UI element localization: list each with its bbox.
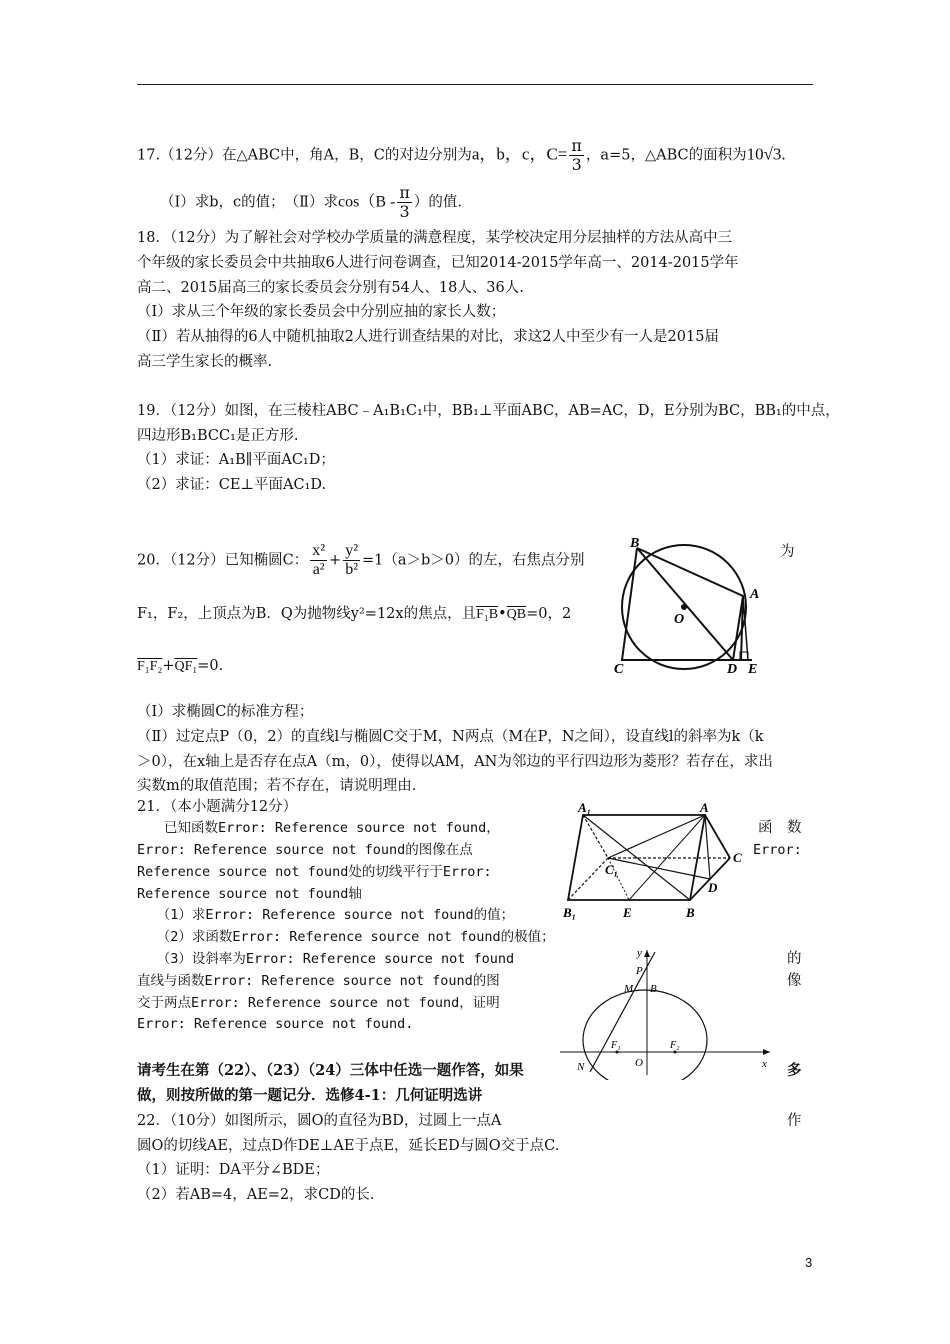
q21-line6: （1）求Error: Reference source not found的值； — [150, 907, 515, 923]
q19-line3: （1）求证：A₁B∥平面AC₁D； — [137, 452, 335, 468]
q21-line1: 21．（本小题满分12分） — [137, 799, 298, 815]
edge-ac — [705, 815, 730, 858]
label-b: B — [686, 905, 695, 920]
q21-line3: Error: Reference source not found的图像在点 — [137, 842, 473, 858]
label-b: B — [650, 983, 657, 995]
q22-line2: 圆O的切线AE，过点D作DE⊥AE于点E，延长ED与圆O交于点C. — [137, 1138, 560, 1154]
q18-line4: （Ⅰ）求从三个年级的家长委员会中分别应抽的家长人数； — [137, 304, 506, 320]
q21-line8: （3）设斜率为Error: Reference source not found — [150, 951, 515, 967]
q21-line8-right: 的 — [787, 951, 802, 967]
label-c: C — [614, 662, 624, 675]
q20-line4: （Ⅰ）求椭圆C的标准方程； — [137, 704, 314, 720]
q20-line1: 20．（12分）已知椭圆C： $\frac{\text{x²}}{\text{a²}}$ + $\frac{\text{y²}}{\text{b²}}$ =1（a＞b＞0）的左，右焦点分别 — [137, 542, 585, 578]
label-c1: C₁ — [605, 862, 619, 877]
q21-line10: 交于两点Error: Reference source not found，证明 — [137, 995, 500, 1011]
y-axis-arrow — [644, 950, 650, 957]
label-e: E — [748, 662, 758, 675]
q21-line2: 已知函数Error: Reference source not found， — [137, 820, 500, 836]
q18-line1: 18．（12分）为了解社会对学校办学质量的满意程度，某学校决定用分层抽样的方法从高中三 — [137, 230, 733, 246]
circle-figure — [612, 535, 772, 675]
q22-line4: （2）若AB=4，AE=2，求CD的长. — [137, 1187, 375, 1203]
q18-line2: 个年级的家长委员会中共抽取6人进行问卷调查，已知2014-2015学年高一、2014-2015学年 — [137, 255, 739, 271]
pi-over-3-frac-2: $\frac{\pi}{3}$ — [399, 183, 410, 221]
q21-line9: 直线与函数Error: Reference source not found的图 — [137, 973, 500, 989]
pi-over-3-frac: $\frac{\pi}{3}$ — [571, 136, 582, 174]
q20-line7: 实数m的取值范围；若不存在，请说明理由. — [137, 778, 417, 794]
label-o: O — [674, 612, 685, 627]
label-a1: A₁ — [578, 800, 592, 815]
choose-line1: 请考生在第（22）、（23）（24）三体中任选一题作答，如果 — [137, 1062, 524, 1079]
x-axis-arrow — [763, 1049, 770, 1055]
q21-line7: （2）求函数Error: Reference source not found的极值； — [150, 929, 555, 945]
label-x: x — [762, 1058, 767, 1070]
header-rule — [137, 84, 813, 85]
q20-line2: F₁，F₂，上顶点为B．Q为抛物线y²=12x的焦点，且$F_1B•\overline{QB}=0$，2 — [137, 606, 572, 622]
q22-line1: 22．（10分）如图所示，圆O的直径为BD，过圆上一点A — [137, 1113, 502, 1129]
label-n: N — [577, 1061, 585, 1073]
prism-figure — [560, 800, 750, 925]
label-b: B — [630, 536, 640, 551]
ellipse-figure — [555, 940, 780, 1080]
label-a: A — [700, 800, 709, 815]
q21-line9-right: 像 — [787, 973, 802, 989]
q21-line3-right: Error: — [753, 842, 802, 858]
q17-line1: 17.（12分）在△ABC中，角A，B，C的对边分别为a，b，c，C= $\frac{\pi}{3}$ ，a=5，△ABC的面积为10√3. — [137, 136, 786, 174]
q20-wei: 为 — [780, 544, 795, 560]
label-f2: F₂ — [670, 1040, 680, 1051]
label-o: O — [635, 1057, 643, 1069]
q21-line11: Error: Reference source not found. — [137, 1016, 414, 1032]
page-number: 3 — [805, 1255, 813, 1270]
label-d: D — [708, 880, 718, 895]
line-l — [590, 952, 655, 1072]
ellipse-c — [583, 990, 707, 1080]
x2-over-a2: $\frac{\text{x²}}{\text{a²}}$ — [312, 542, 326, 578]
label-b1: B₁ — [563, 905, 577, 920]
q21-line4: Reference source not found处的切线平行于Error: — [137, 864, 492, 880]
q22-line3: （1）证明：DA平分∠BDE； — [137, 1162, 330, 1178]
q20-line5: （Ⅱ）过定点P（0，2）的直线l与椭圆C交于M，N两点（M在P，N之间），设直线l的斜率为k（k — [137, 729, 764, 745]
quad-bacd — [622, 548, 743, 660]
edge-a1c1 — [583, 815, 608, 858]
choose-line2: 做，则按所做的第一题记分．选修4-1：几何证明选讲 — [137, 1087, 483, 1104]
label-y: y — [637, 947, 642, 959]
q18-line5: （Ⅱ）若从抽得的6人中随机抽取2人进行训查结果的对比，求这2人中至少有一人是2015届 — [137, 329, 719, 345]
q21-line2-right: 函 数 — [758, 820, 802, 836]
segment-c1a — [608, 815, 705, 858]
diameter-bd — [637, 548, 733, 660]
y2-over-b2: $\frac{\text{y²}}{\text{b²}}$ — [345, 542, 358, 578]
label-f1: F₁ — [611, 1040, 621, 1051]
q19-line2: 四边形B₁BCC₁是正方形. — [137, 428, 299, 444]
q20-line6: ＞0），在x轴上是否存在点A（m，0），使得以AM，AN为邻边的平行四边形为菱形？若存在，求出 — [137, 754, 773, 770]
q21-line5: Reference source not found轴 — [137, 886, 362, 902]
label-c: C — [733, 850, 742, 865]
q17-line2: （Ⅰ）求b，c的值； （Ⅱ）求cos（B - $\frac{\pi}{3}$ ）的值. — [160, 183, 462, 221]
label-a: A — [750, 587, 760, 602]
label-p: P — [636, 965, 643, 977]
center-point — [681, 604, 687, 610]
choose-line1-right: 多 — [787, 1062, 802, 1079]
label-d: D — [727, 662, 738, 675]
label-e: E — [623, 905, 632, 920]
q18-line6: 高三学生家长的概率. — [137, 354, 273, 370]
q19-line1: 19．（12分）如图，在三棱柱ABC﹣A₁B₁C₁中，BB₁⊥平面ABC，AB=AC，D，E分别为BC，BB₁的中点， — [137, 403, 840, 419]
q19-line4: （2）求证：CE⊥平面AC₁D. — [137, 477, 327, 493]
q22-line1-right: 作 — [787, 1113, 802, 1129]
segment-ad — [705, 815, 710, 879]
label-m: M — [624, 983, 634, 995]
q18-line3: 高二、2015届高三的家长委员会分别有54人、18人、36人. — [137, 280, 524, 296]
q20-line3: F₁F₂+QF₁=0. — [137, 658, 224, 674]
